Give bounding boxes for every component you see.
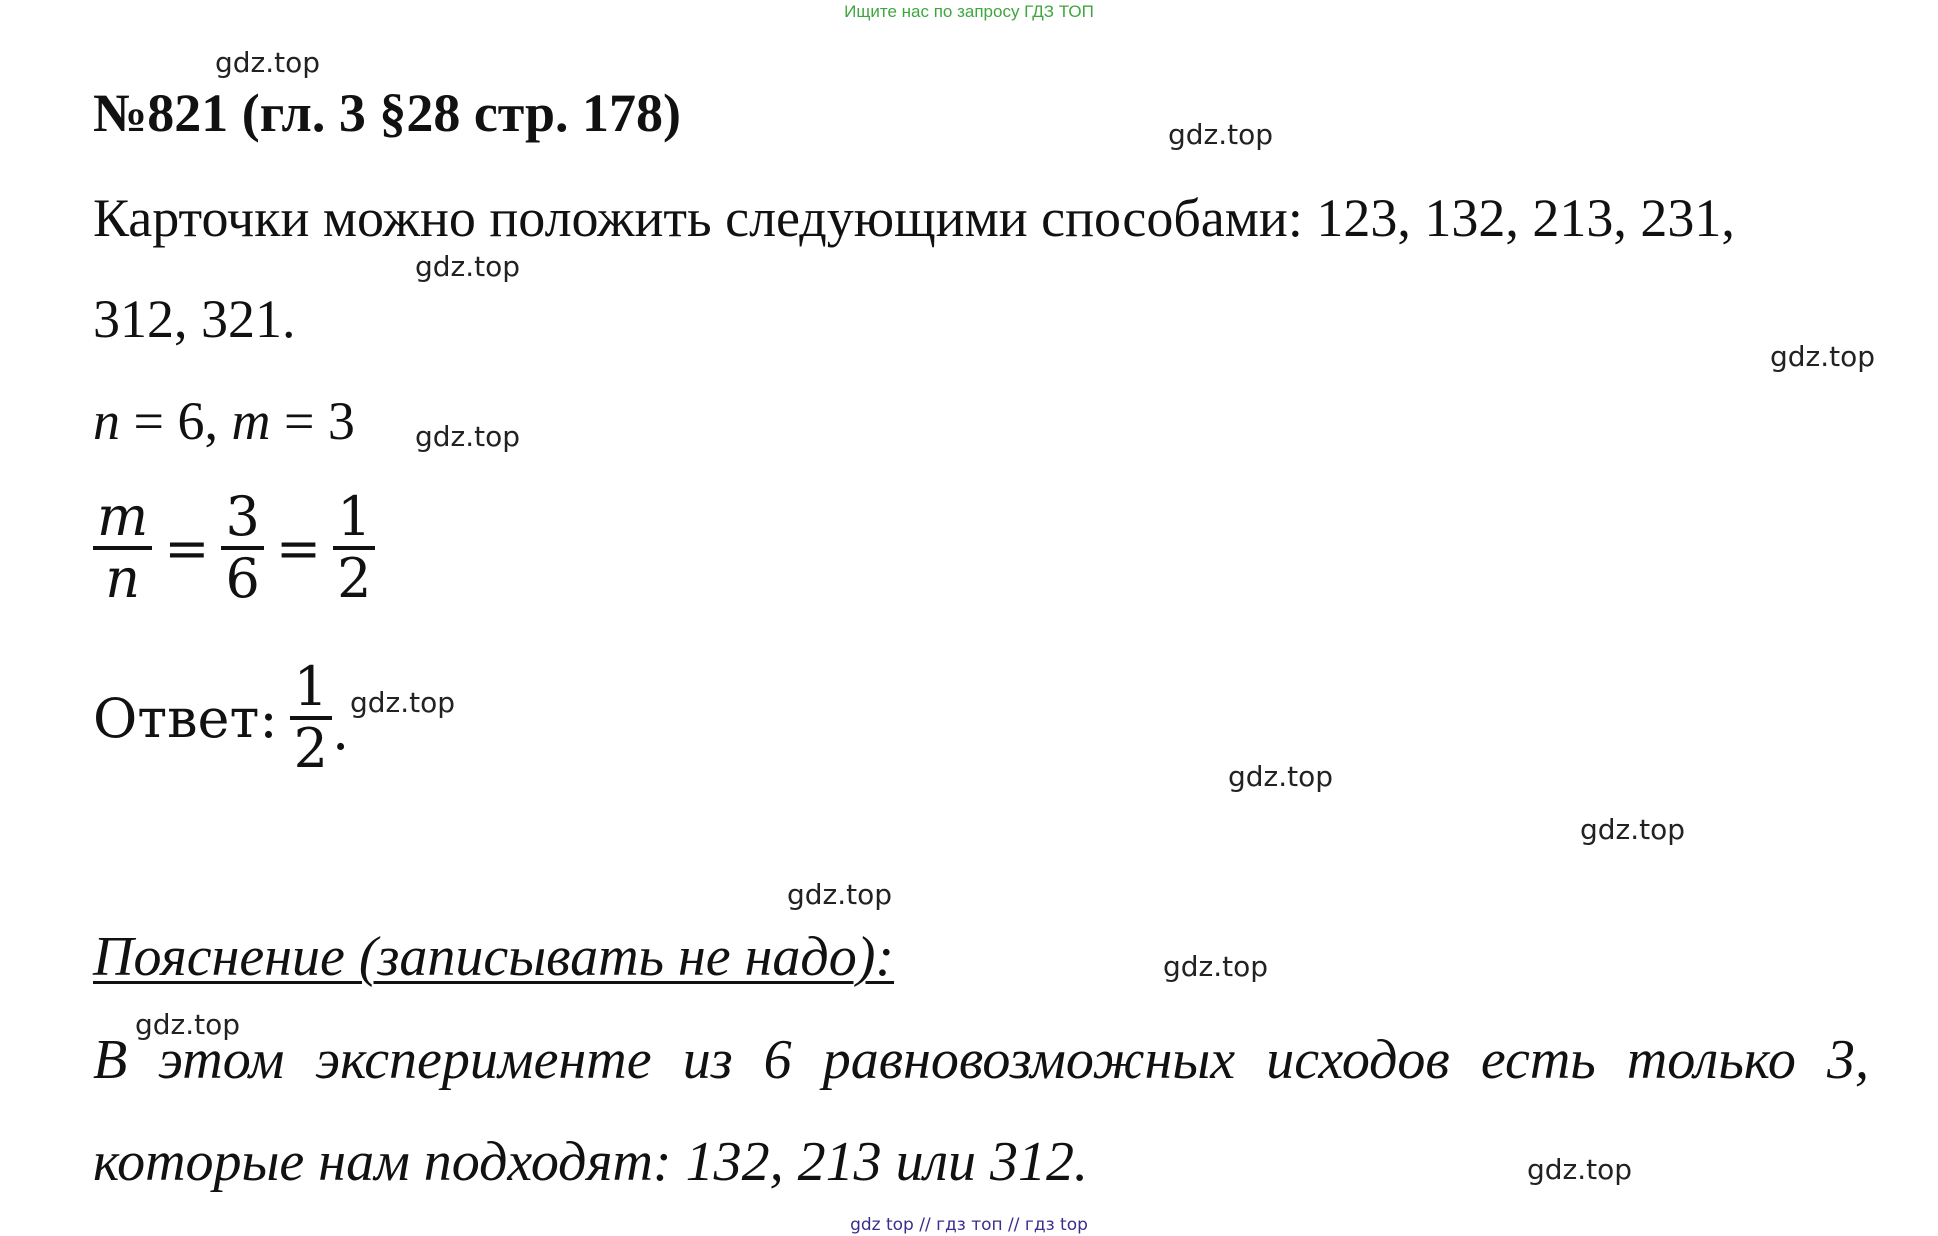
denominator: 6 (221, 546, 263, 606)
watermark: gdz.top (1163, 950, 1269, 983)
watermark: gdz.top (415, 250, 521, 283)
answer-label: Ответ: (93, 686, 278, 750)
explanation-word: равновозможных (822, 1029, 1236, 1091)
var-n: n (93, 391, 120, 451)
n-m-values (93, 390, 355, 452)
problem-title: №821 (гл. 3 §28 стр. 178) (93, 83, 681, 143)
watermark: gdz.top (1527, 1153, 1633, 1186)
denominator-n: n (93, 546, 152, 606)
equals-sign: = (275, 516, 322, 580)
explanation-word: этом (158, 1029, 285, 1091)
watermark: gdz.top (1168, 118, 1274, 151)
explanation-line-1 (93, 1028, 1869, 1092)
explanation-word: из (682, 1029, 733, 1091)
fraction-1-over-2 (333, 485, 375, 610)
denominator: 2 (333, 546, 375, 606)
top-banner: Ищите нас по запросу ГДЗ ТОП (844, 2, 1094, 21)
footer-links: gdz top // гдз топ // гдз top (850, 1215, 1088, 1235)
watermark: gdz.top (350, 686, 456, 719)
n-value: = 6, (120, 391, 232, 451)
explanation-word: 3, (1826, 1029, 1869, 1091)
answer-fraction (290, 655, 332, 780)
numerator: 1 (293, 655, 328, 718)
numerator: 1 (337, 485, 372, 548)
var-m: m (231, 391, 271, 451)
explanation-word: только (1626, 1029, 1796, 1091)
watermark: gdz.top (787, 878, 893, 911)
explanation-word: В (93, 1029, 128, 1091)
numerator: 3 (225, 485, 260, 548)
explanation-word: исходов (1266, 1029, 1450, 1091)
answer (93, 655, 350, 780)
watermark: gdz.top (135, 1008, 241, 1041)
fraction-3-over-6 (221, 485, 263, 610)
watermark: gdz.top (215, 46, 321, 79)
explanation-word: есть (1480, 1029, 1596, 1091)
m-value: = 3 (270, 391, 355, 451)
fraction-m-over-n (93, 485, 152, 610)
watermark: gdz.top (1228, 760, 1334, 793)
denominator: 2 (290, 716, 332, 776)
numerator-m: m (97, 485, 149, 548)
watermark: gdz.top (415, 420, 521, 453)
answer-period: . (331, 699, 350, 762)
explanation-word: эксперименте (315, 1029, 652, 1091)
equals-sign: = (164, 516, 210, 580)
explanation-word: 6 (763, 1029, 792, 1091)
watermark: gdz.top (1580, 813, 1686, 846)
probability-equation (93, 485, 375, 610)
watermark: gdz.top (1770, 340, 1876, 373)
solution-line-1: Карточки можно положить следующими способами: 123, 132, 213, 231, (93, 188, 1735, 248)
solution-line-2: 312, 321. (93, 289, 296, 349)
explanation-line-2: которые нам подходят: 132, 213 или 312. (93, 1131, 1088, 1193)
explanation-heading: Пояснение (записывать не надо): (93, 926, 895, 988)
